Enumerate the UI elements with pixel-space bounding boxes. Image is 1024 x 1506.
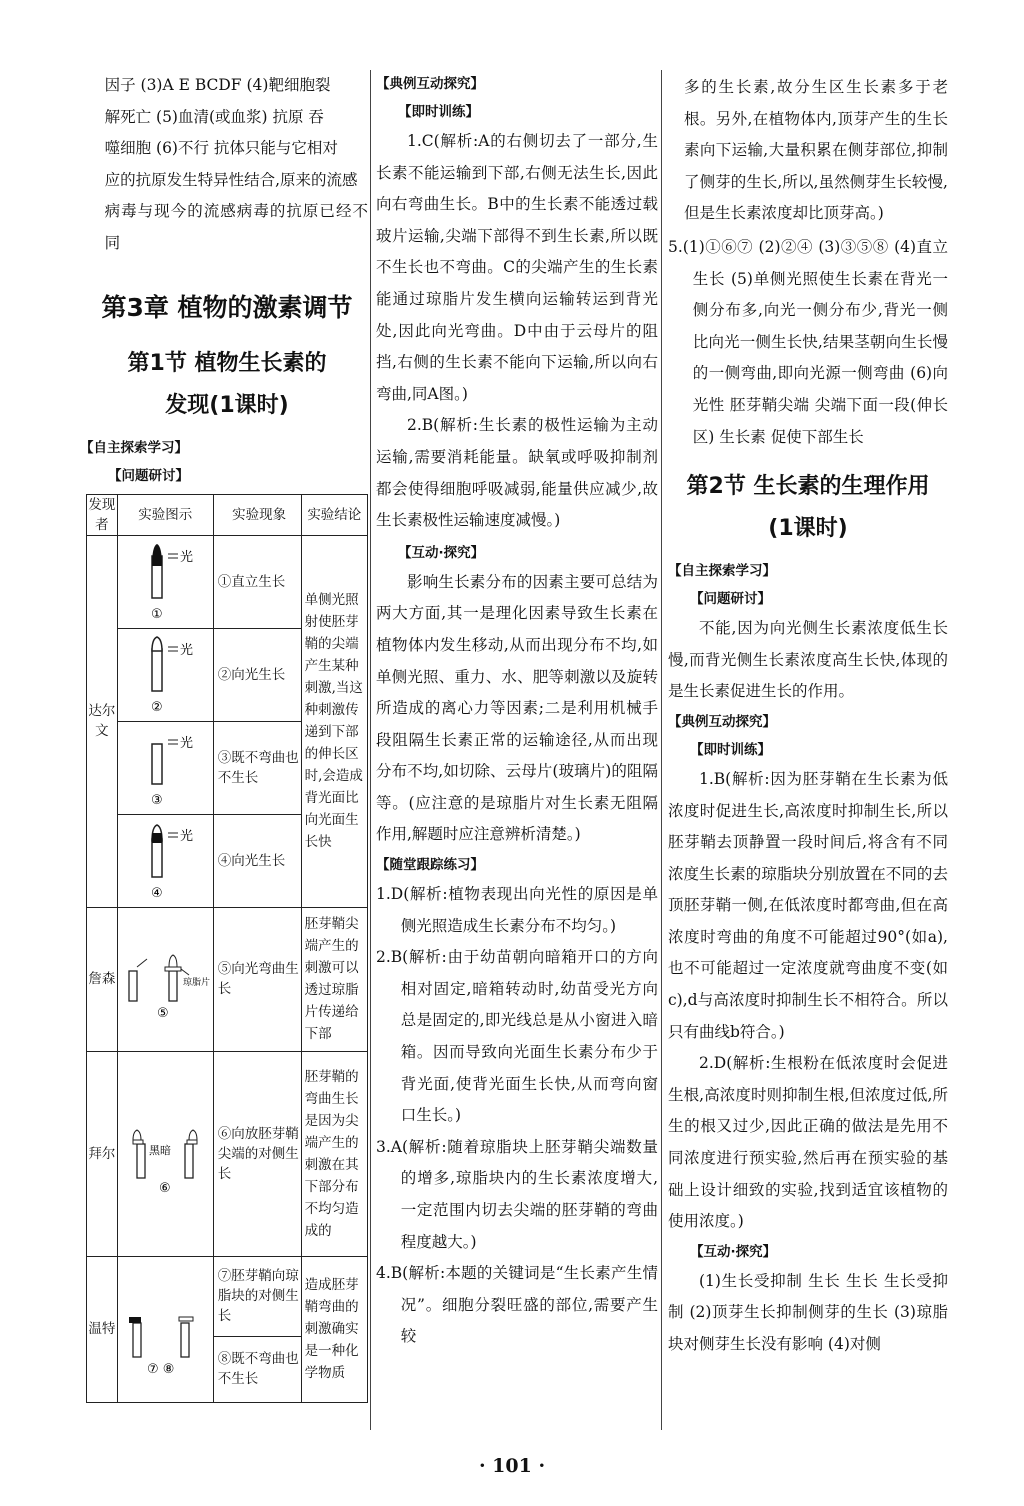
- section-title: 第1节 植物生长素的: [127, 350, 327, 376]
- figure-label: ③: [151, 792, 163, 808]
- experiment-table: [86, 494, 368, 1403]
- light-label: 光: [180, 549, 194, 565]
- answer-paragraph: 2.D(解析:生根粉在低浓度时会促进生根,高浓度时则抑制生根,但浓度过低,所生的根又过少,因此正确的做法是先用不同浓度进行预实验,然后再在预实验的基础上设计细致的实验,找到适宜该植物的使用浓度。): [668, 1054, 948, 1231]
- agar-label: 琼脂片: [183, 978, 211, 989]
- section-title-cont: (1课时): [768, 516, 848, 542]
- light-label: 光: [180, 735, 194, 751]
- follow-item: 3.A(解析:随着琼脂块上胚芽鞘尖端数量的增多,琼脂块内的生长素浓度增大,一定范围内切去尖端的胚芽鞘的弯曲程度越大。): [376, 1137, 658, 1251]
- figure-label: ⑥: [159, 1180, 171, 1196]
- text-line: 病毒与现今的流感病毒的抗原已经不同: [104, 202, 368, 252]
- column-left: [80, 70, 368, 1403]
- section-title: 第2节 生长素的生理作用: [686, 474, 930, 500]
- jensen-diagram: [119, 931, 211, 1021]
- figure-cell: [117, 814, 213, 907]
- paal-diagram: [119, 1106, 211, 1196]
- discoverer-darwin: 达尔文: [87, 535, 118, 907]
- coleoptile-diagram-2: [120, 629, 210, 715]
- phenomenon-cell: ③既不弯曲也不生长: [213, 721, 301, 814]
- column-right: [668, 72, 948, 1361]
- conclusion-paal: 胚芽鞘的弯曲生长是因为尖端产生的刺激在其下部分布不均匀造成的: [301, 1051, 367, 1256]
- tag-example: 【典例互动探究】: [668, 713, 776, 730]
- tag-self-study: 【自主探索学习】: [668, 563, 776, 580]
- follow-item: 2.B(解析:由于幼苗朝向暗箱开口的方向相对固定,暗箱转动时,幼苗受光方向总是固定的,即光线总是从小窗进入暗箱。因而导致向光面生长素分布少于背光面,使背光面生长快,从而弯向窗口生长。): [376, 948, 658, 1125]
- tag-follow: 【随堂跟踪练习】: [376, 857, 484, 874]
- header-discoverer: 发现者: [87, 494, 118, 535]
- phenomenon-cell: ⑤向光弯曲生长: [213, 907, 301, 1051]
- tag-train: 【即时训练】: [690, 741, 771, 758]
- light-label: 光: [180, 642, 194, 658]
- answer-paragraph: 1.B(解析:因为胚芽鞘在生长素为低浓度时促进生长,高浓度时抑制生长,所以胚芽鞘去顶静置一段时间后,将含有不同浓度生长素的琼脂块分别放置在不同的去顶胚芽鞘一侧,在低浓度时都弯曲,但在高浓度时弯曲的角度不可能超过90°(如a),也不可能超过一定浓度就弯曲度不变(如c),d与高浓度时抑制生长不相符合。所以只有曲线b符合。): [668, 769, 948, 1041]
- figure-label: ④: [151, 885, 163, 901]
- tag-problem: 【问题研讨】: [108, 467, 189, 484]
- tag-problem: 【问题研讨】: [690, 591, 771, 608]
- page-number: · 101 ·: [478, 1455, 546, 1477]
- intro-text: [86, 70, 368, 260]
- figure-cell: [117, 535, 213, 628]
- went-diagram: [119, 1271, 211, 1381]
- tag-self-study: 【自主探索学习】: [80, 439, 188, 456]
- follow-item: 4.B(解析:本题的关键词是“生长素产生情况”。细胞分裂旺盛的部位,需要产生较: [376, 1264, 658, 1346]
- figure-cell: [117, 628, 213, 721]
- figure-label: ⑦ ⑧: [147, 1362, 175, 1378]
- header-phenomenon: 实验现象: [213, 494, 301, 535]
- phenomenon-cell: ⑧既不弯曲也不生长: [213, 1336, 301, 1402]
- interact-paragraph: 影响生长素分布的因素主要可总结为两大方面,其一是理化因素导致生长素在植物体内发生移动,从而出现分布不均,如单侧光照、重力、水、肥等刺激以及旋转所造成的离心力等因素;二是利用机械手段阻隔生长素正常的运输途径,从而出现分布不均,如切除、云母片(玻璃片)的阻隔等。(应注意的是琼脂片对生长素无阻隔作用,解题时应注意辨析清楚。): [376, 572, 658, 844]
- table-row: [87, 535, 368, 628]
- figure-cell: [117, 721, 213, 814]
- table-row: [87, 1256, 368, 1336]
- column-divider: [661, 70, 662, 1430]
- tag-interact: 【互动·探究】: [398, 544, 485, 561]
- text-line: 解死亡 (5)血清(或血浆) 抗原 吞: [104, 107, 324, 126]
- chapter-title: 第3章 植物的激素调节: [101, 292, 353, 322]
- conclusion-darwin: 单侧光照射使胚芽鞘的尖端产生某种刺激,当这种刺激传递到下部的伸长区时,会造成背光面比向光面生长快: [301, 535, 367, 907]
- follow-item: 1.D(解析:植物表现出向光性的原因是单侧光照造成生长素分布不均匀。): [376, 885, 658, 935]
- text-line: 因子 (3)A E BCDF (4)靶细胞裂: [104, 76, 331, 94]
- continued-paragraph: 多的生长素,故分生区生长素多于老根。另外,在植物体内,顶芽产生的生长素向下运输,大量积累在侧芽部位,抑制了侧芽的生长,所以,虽然侧芽生长较慢,但是生长素浓度却比顶芽高。): [684, 78, 948, 223]
- tag-train: 【即时训练】: [398, 104, 479, 120]
- coleoptile-diagram-1: [120, 536, 210, 622]
- column-middle: [376, 78, 658, 1353]
- phenomenon-cell: ⑥向放胚芽鞘尖端的对侧生长: [213, 1051, 301, 1256]
- figure-label: ⑤: [157, 1006, 169, 1022]
- table-row: [87, 1051, 368, 1256]
- tag-example: 【典例互动探究】: [376, 76, 484, 92]
- problem-paragraph: 不能,因为向光侧生长素浓度低生长慢,而背光侧生长素浓度高生长快,体现的是生长素促进生长的作用。: [668, 619, 948, 701]
- interact-paragraph: (1)生长受抑制 生长 生长 生长受抑制 (2)顶芽生长抑制侧芽的生长 (3)琼脂块对侧芽生长没有影响 (4)对侧: [668, 1271, 948, 1353]
- table-header: [87, 494, 368, 535]
- figure-cell: [117, 1256, 213, 1402]
- text-line: 噬细胞 (6)不行 抗体只能与它相对: [104, 139, 338, 158]
- text-line: 应的抗原发生特异性结合,原来的流感: [104, 170, 358, 189]
- answer-paragraph: 2.B(解析:生长素的极性运输为主动运输,需要消耗能量。缺氧或呼吸抑制剂都会使得细胞呼吸减弱,能量供应减少,故生长素极性运输速度减慢。): [376, 416, 658, 530]
- coleoptile-diagram-4: [120, 815, 210, 901]
- phenomenon-cell: ④向光生长: [213, 814, 301, 907]
- dark-label: 黑暗: [149, 1143, 172, 1157]
- header-figure: 实验图示: [117, 494, 213, 535]
- tag-interact: 【互动·探究】: [690, 1243, 777, 1260]
- figure-cell: [117, 907, 213, 1051]
- discoverer-jensen: 詹森: [87, 907, 118, 1051]
- conclusion-jensen: 胚芽鞘尖端产生的刺激可以透过琼脂片传递给下部: [301, 907, 367, 1051]
- column-divider: [370, 70, 371, 1430]
- table-row: [87, 907, 368, 1051]
- coleoptile-diagram-3: [120, 722, 210, 808]
- section-title-cont: 发现(1课时): [165, 392, 289, 418]
- phenomenon-cell: ①直立生长: [213, 535, 301, 628]
- light-label: 光: [180, 828, 194, 844]
- phenomenon-cell: ⑦胚芽鞘向琼脂块的对侧生长: [213, 1256, 301, 1336]
- figure-label: ②: [151, 699, 163, 715]
- figure-label: ①: [151, 606, 163, 622]
- header-conclusion: 实验结论: [301, 494, 367, 535]
- discoverer-paal: 拜尔: [87, 1051, 118, 1256]
- answer-paragraph: 1.C(解析:A的右侧切去了一部分,生长素不能运输到下部,右侧无法生长,因此向右弯曲生长。B中的生长素不能透过载玻片运输,尖端下部得不到生长素,所以既不生长也不弯曲。C的尖端产生的生长素能通过琼脂片发生横向运输转运到背光处,因此向光弯曲。D中由于云母片的阻挡,右侧的生长素不能向下运输,所以向右弯曲,同A图。): [376, 132, 658, 403]
- discoverer-went: 温特: [87, 1256, 118, 1402]
- conclusion-went: 造成胚芽鞘弯曲的刺激确实是一种化学物质: [301, 1256, 367, 1402]
- figure-cell: [117, 1051, 213, 1256]
- phenomenon-cell: ②向光生长: [213, 628, 301, 721]
- answer-item-5: 5.(1)①⑥⑦ (2)②④ (3)③⑤⑧ (4)直立生长 (5)单侧光照使生长素在背光一侧分布多,向光一侧分布少,背光一侧比向光一侧生长快,结果茎朝向生长慢的一侧弯曲,即向光源一侧弯曲 (6)向光性 胚芽鞘尖端 尖端下面一段(伸长区) 生长素 促使下部生长: [668, 237, 948, 446]
